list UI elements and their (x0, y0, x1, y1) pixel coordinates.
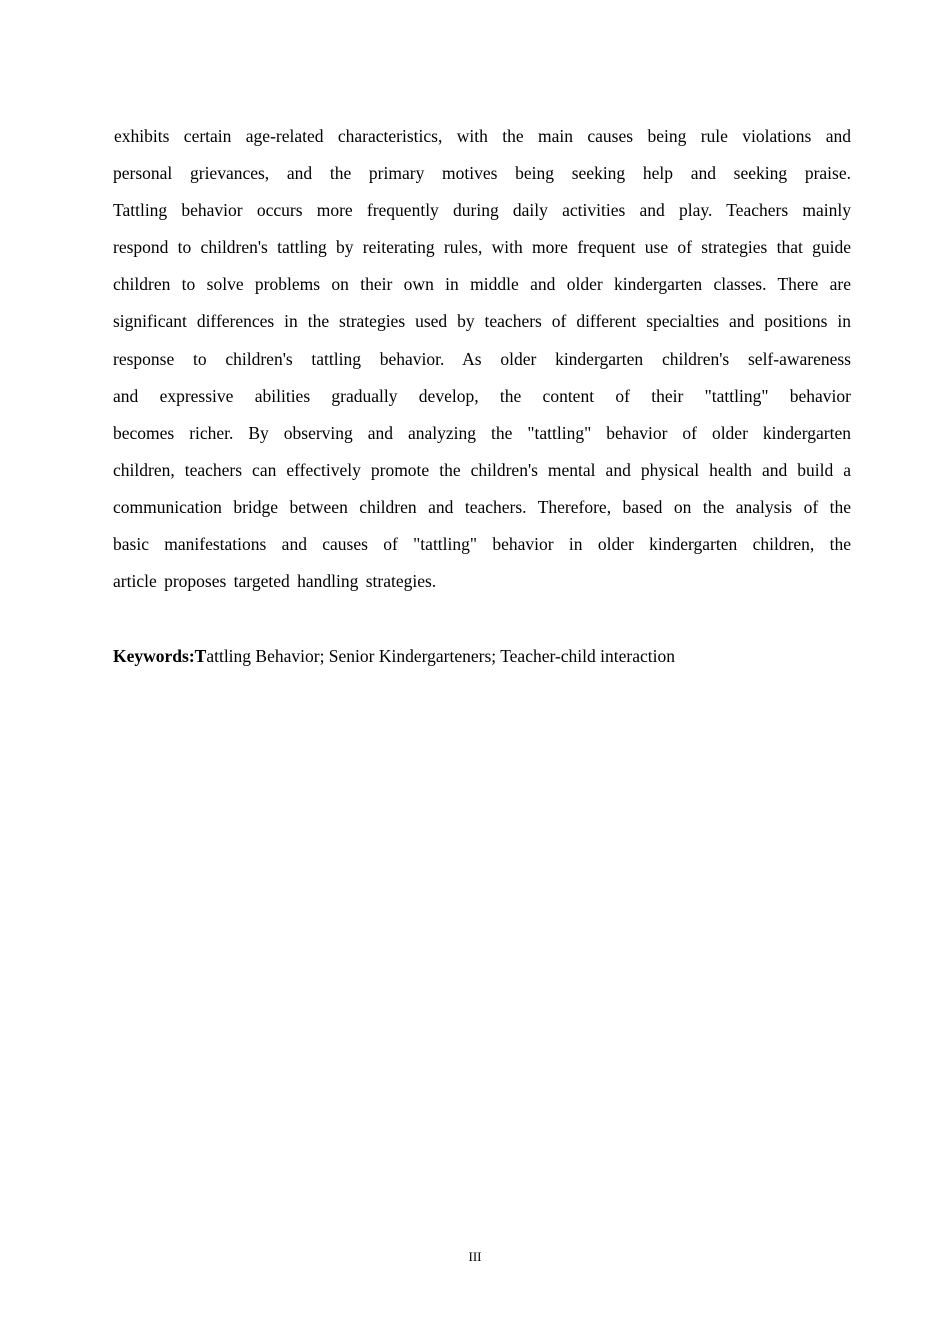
keywords-line (113, 639, 851, 673)
abstract-line: personal grievances, and the primary motives being seeking help and seeking praise. (113, 163, 851, 184)
abstract-line: Tattling behavior occurs more frequently during daily activities and play. Teachers mainly (113, 200, 851, 221)
page-number: III (468, 1249, 482, 1264)
abstract-line: becomes richer. By observing and analyzing the "tattling" behavior of older kindergarten (113, 422, 851, 443)
keywords-text: attling Behavior; Senior Kindergarteners; Teacher-child interaction (206, 646, 675, 666)
abstract-line: respond to children's tattling by reiterating rules, with more frequent use of strategies that guide (113, 237, 851, 258)
abstract-line: significant differences in the strategies used by teachers of different specialties and positions in (113, 311, 851, 332)
abstract-line: children, teachers can effectively promote the children's mental and physical health and build a (113, 459, 851, 480)
abstract-paragraph (113, 118, 851, 600)
abstract-line: article proposes targeted handling strategies. (113, 571, 437, 592)
abstract-line: communication bridge between children and teachers. Therefore, based on the analysis of the (113, 496, 851, 517)
abstract-line: and expressive abilities gradually develop, the content of their "tattling" behavior (113, 385, 851, 406)
abstract-line: exhibits certain age-related characteristics, with the main causes being rule violations and (114, 126, 851, 146)
keywords-label: Keywords:T (113, 646, 207, 666)
abstract-line: response to children's tattling behavior. As older kindergarten children's self-awareness (113, 348, 851, 369)
abstract-line: basic manifestations and causes of "tattling" behavior in older kindergarten children, the (113, 534, 851, 555)
abstract-line: children to solve problems on their own in middle and older kindergarten classes. There are (113, 274, 851, 295)
